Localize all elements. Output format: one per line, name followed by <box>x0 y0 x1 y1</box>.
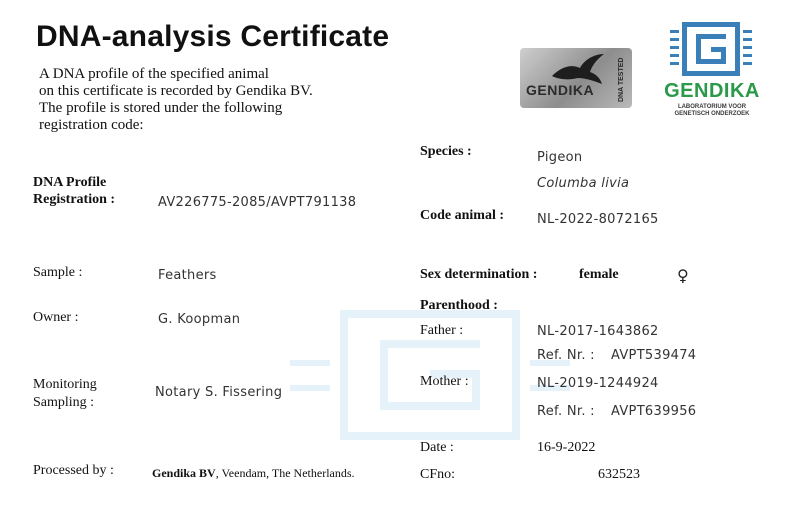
father-value: NL-2017-1643862 <box>537 324 659 339</box>
intro-line: A DNA profile of the specified animal <box>39 66 269 82</box>
father-ref-label: Ref. Nr. : <box>537 348 595 363</box>
owner-label: Owner : <box>33 310 79 325</box>
processed-company: Gendika BV <box>152 466 216 480</box>
intro-text <box>39 66 313 134</box>
certificate-title: DNA-analysis Certificate <box>36 20 390 53</box>
intro-line: The profile is stored under the following <box>39 100 283 116</box>
mother-label: Mother : <box>420 374 469 389</box>
seal-label: GENDIKA <box>526 82 595 98</box>
logo-name: GENDIKA <box>664 80 760 102</box>
registration-label: Registration : <box>33 192 116 207</box>
female-symbol-icon: ♀ <box>677 266 689 285</box>
owner-value: G. Koopman <box>158 312 241 327</box>
registration-value: AV226775-2085/AVPT791138 <box>158 195 357 210</box>
father-label: Father : <box>420 323 464 338</box>
mother-value: NL-2019-1244924 <box>537 376 659 391</box>
logo-subtitle-line: GENETISCH ONDERZOEK <box>674 111 750 117</box>
intro-line: registration code: <box>39 117 144 133</box>
monitoring-value: Notary S. Fissering <box>155 385 283 400</box>
cfno-value: 632523 <box>598 467 640 482</box>
processed-location: , Veendam, The Netherlands. <box>215 466 355 480</box>
processed-label: Processed by : <box>33 463 114 478</box>
sex-determination-label: Sex determination : <box>420 267 538 282</box>
mother-ref-value: AVPT639956 <box>611 404 697 419</box>
sampling-label: Sampling : <box>33 395 95 410</box>
date-value: 16-9-2022 <box>537 440 596 455</box>
dna-tested-seal <box>520 48 632 108</box>
logo-subtitle <box>662 104 762 118</box>
intro-line: on this certificate is recorded by Gendika BV. <box>39 83 313 99</box>
bird-icon <box>550 52 606 86</box>
cfno-label: CFno: <box>420 467 456 482</box>
species-label: Species : <box>420 144 472 159</box>
date-label: Date : <box>420 440 454 455</box>
parenthood-label: Parenthood : <box>420 298 498 313</box>
code-animal-value: NL-2022-8072165 <box>537 212 659 227</box>
species-common: Pigeon <box>537 150 583 165</box>
code-animal-label: Code animal : <box>420 208 504 223</box>
monitoring-label: Monitoring <box>33 377 97 392</box>
sample-label: Sample : <box>33 265 83 280</box>
sample-value: Feathers <box>158 268 217 283</box>
processed-value <box>152 466 355 481</box>
mother-ref-label: Ref. Nr. : <box>537 404 595 419</box>
logo-subtitle-line: LABORATORIUM VOOR <box>677 104 747 110</box>
species-latin: Columba livia <box>537 176 630 191</box>
dna-profile-label: DNA Profile <box>33 175 107 190</box>
father-ref-value: AVPT539474 <box>611 348 697 363</box>
sex-value: female <box>579 267 619 282</box>
seal-side-label: DNA TESTED <box>618 57 625 102</box>
gendika-logo-icon <box>668 20 754 78</box>
